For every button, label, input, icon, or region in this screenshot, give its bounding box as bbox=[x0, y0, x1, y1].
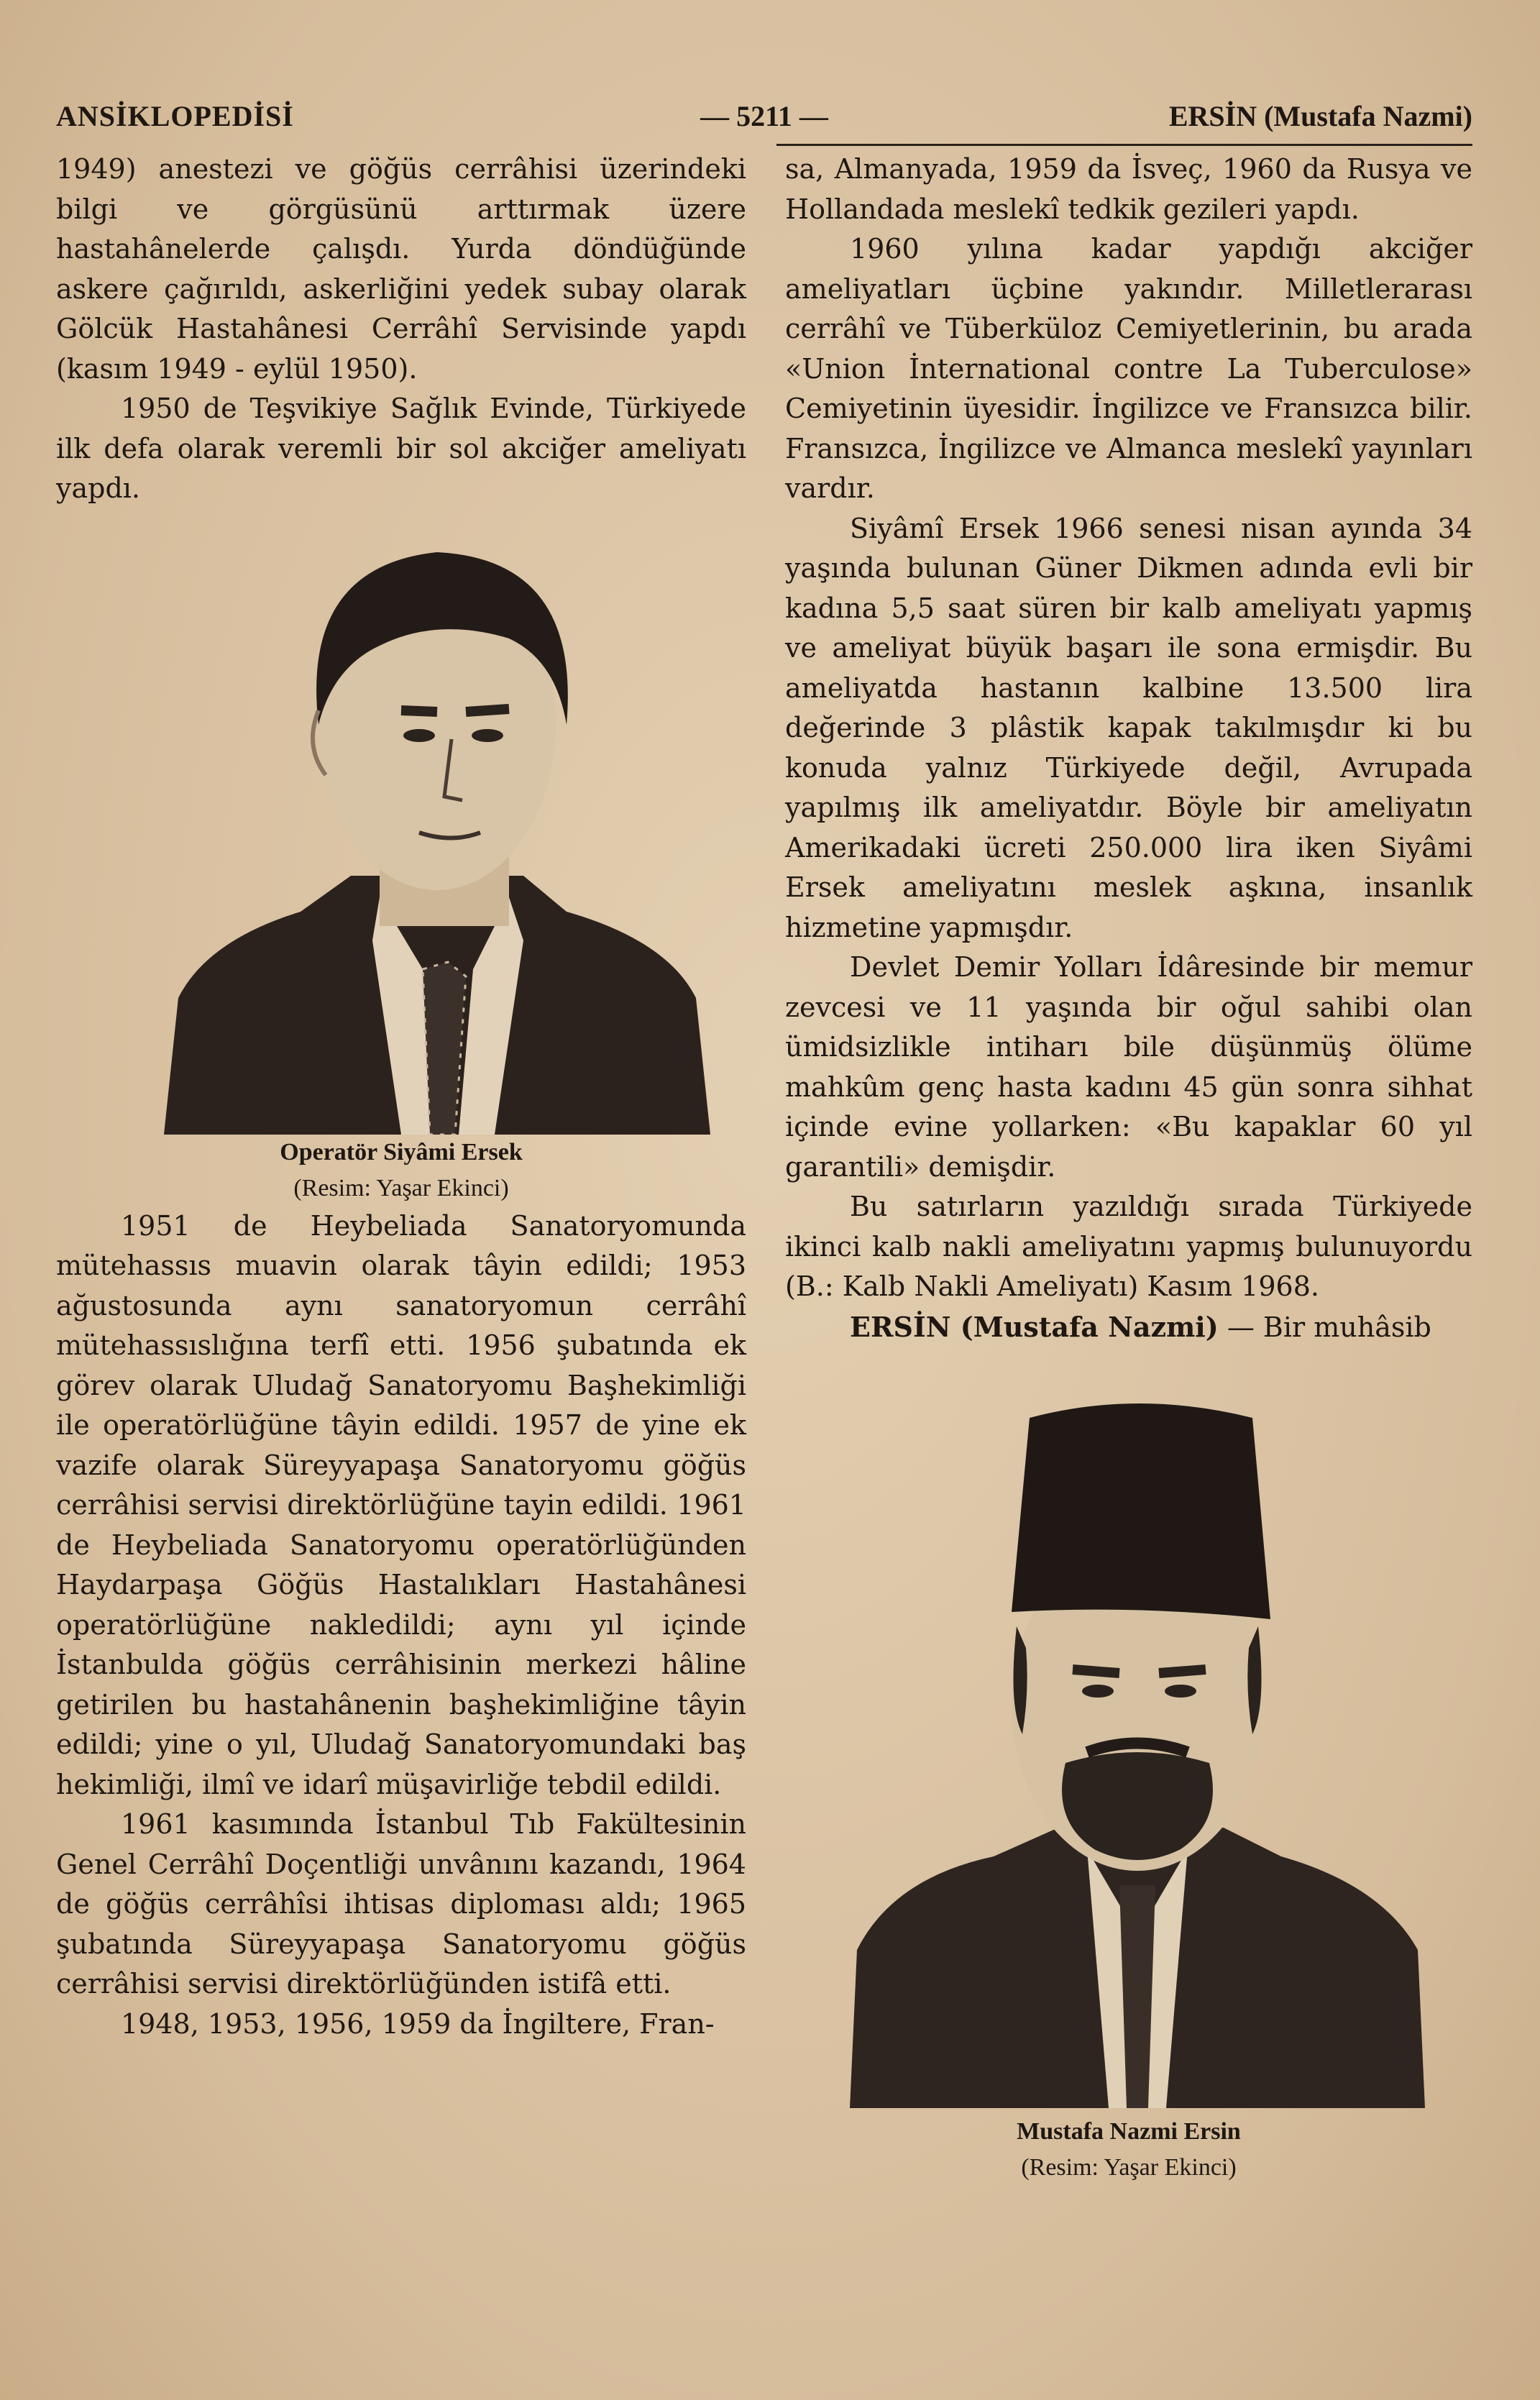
left-column bbox=[56, 150, 746, 2044]
photo-caption bbox=[56, 1135, 746, 1206]
paragraph: 1949) anestezi ve göğüs cerrâhisi üzerindeki bilgi ve görgüsünü arttırmak üzere hastahânelerde çalışdı. Yurda döndüğünde askere çağırıldı, askerliğini yedek subay olarak Gölcük Hastahânesi Cerrâhî Servisinde yapdı (kasım 1949 - eylül 1950). bbox=[56, 153, 746, 385]
paragraph: Bu satırların yazıldığı sırada Türkiyede ikinci kalb nakli ameliyatını yapmış bulunuyordu (B.: Kalb Nakli Ameliyatı) Kasım 1968. bbox=[785, 1191, 1472, 1302]
caption-credit: (Resim: Yaşar Ekinci) bbox=[1021, 2154, 1237, 2181]
paragraph: Devlet Demir Yolları İdâresinde bir memur zevcesi ve 11 yaşında bir oğul sahibi olan ümidsizlikle intiharı bile düşünmüş ölüme mahkûm genç hasta kadını 45 gün sonra sihhat içinde evine yollarken: «Bu kapaklar 60 yıl garantili» demişdir. bbox=[785, 951, 1472, 1183]
paragraph: Siyâmî Ersek 1966 senesi nisan ayında 34 yaşında bulunan Güner Dikmen adında evli bir kadına 5,5 saat süren bir kalb ameliyatı yapmış ve ameliyat büyük başarı ile sona ermişdir. Bu ameliyatda hastanın kalbine 13.500 lira değerinde 3 plâstik kapak takılmışdır ki bu konuda yalnız Türkiyede değil, Avrupada yapılmış ilk ameliyatdır. Böyle bir ameliyatın Amerikadaki ücreti 250.000 lira iken Siyâmi Ersek ameliyatını meslek aşkına, insanlık hizmetine yapmışdır. bbox=[785, 512, 1472, 943]
page-header bbox=[56, 92, 1472, 135]
paragraph: sa, Almanyada, 1959 da İsveç, 1960 da Rusya ve Hollandada meslekî tedkik gezileri yapdı. bbox=[785, 153, 1472, 225]
paragraph: 1951 de Heybeliada Sanatoryomunda mütehassıs muavin olarak tâyin edildi; 1953 ağustosunda aynı sanatoryomun cerrâhî mütehassıslığına terfî etti. 1956 şubatında ek görev olarak Uludağ Sanatoryomu Başhekimliği ile operatörlüğüne tâyin edildi. 1957 de yine ek vazife olarak Süreyyapaşa Sanatoryomu göğüs cerrâhisi servisi direktörlüğüne tayin edildi. 1961 de Heybeliada Sanatoryomu operatörlüğünden Haydarpaşa Göğüs Hastalıkları Hastahânesi operatörlüğüne nakledildi; aynı yıl içinde İstanbulda göğüs cerrâhisinin merkezi hâline getirilen bu hastahânenin başhekimliğine tâyin edildi; yine o yıl, Uludağ Sanatoryomundaki baş hekimliği, ilmî ve idarî müşavirliğe tebdil edildi. bbox=[56, 1209, 746, 1800]
portrait-siyami-ersek bbox=[164, 538, 710, 1135]
caption-name: Mustafa Nazmi Ersin bbox=[1017, 2118, 1241, 2145]
caption-credit: (Resim: Yaşar Ekinci) bbox=[293, 1174, 509, 1201]
photo-caption bbox=[785, 2114, 1472, 2186]
paragraph: 1961 kasımında İstanbul Tıb Fakültesinin Genel Cerrâhî Doçentliği unvânını kazandı, 1964 de göğüs cerrâhîsi ihtisas diploması aldı; 1965 şubatında Süreyyapaşa Sanatoryomu göğüs cerrâhisi servisi direktörlüğünden istifâ etti. bbox=[56, 1808, 746, 2000]
entry-heading: ERSİN (Mustafa Nazmi) bbox=[850, 1310, 1219, 1343]
header-rule bbox=[776, 144, 1472, 146]
header-title: ANSİKLOPEDİSİ bbox=[56, 100, 294, 132]
paragraph: 1948, 1953, 1956, 1959 da İngiltere, Fran- bbox=[121, 2007, 715, 2040]
portrait-mustafa-nazmi-ersin bbox=[850, 1389, 1425, 2108]
paragraph: 1950 de Teşvikiye Sağlık Evinde, Türkiyede ilk defa olarak veremli bir sol akciğer ameliyatı yapdı. bbox=[56, 393, 746, 504]
entry-text: — Bir muhâsib bbox=[1218, 1311, 1431, 1343]
paragraph: 1960 yılına kadar yapdığı akciğer ameliyatları üçbine yakındır. Milletlerarası cerrâhî ve Tüberküloz Cemiyetlerinin, bu arada «Union İnternational contre La Tuberculose» Cemiyetinin üyesidir. İngilizce ve Fransızca bilir. Fransızca, İngilizce ve Almanca meslekî yayınları vardır. bbox=[785, 233, 1472, 504]
entry-start bbox=[785, 1307, 1472, 1348]
caption-name: Operatör Siyâmi Ersek bbox=[280, 1138, 523, 1165]
right-column bbox=[785, 150, 1472, 2186]
page-number: — 5211 — bbox=[700, 100, 828, 132]
header-entry: ERSİN (Mustafa Nazmi) bbox=[1168, 100, 1472, 132]
